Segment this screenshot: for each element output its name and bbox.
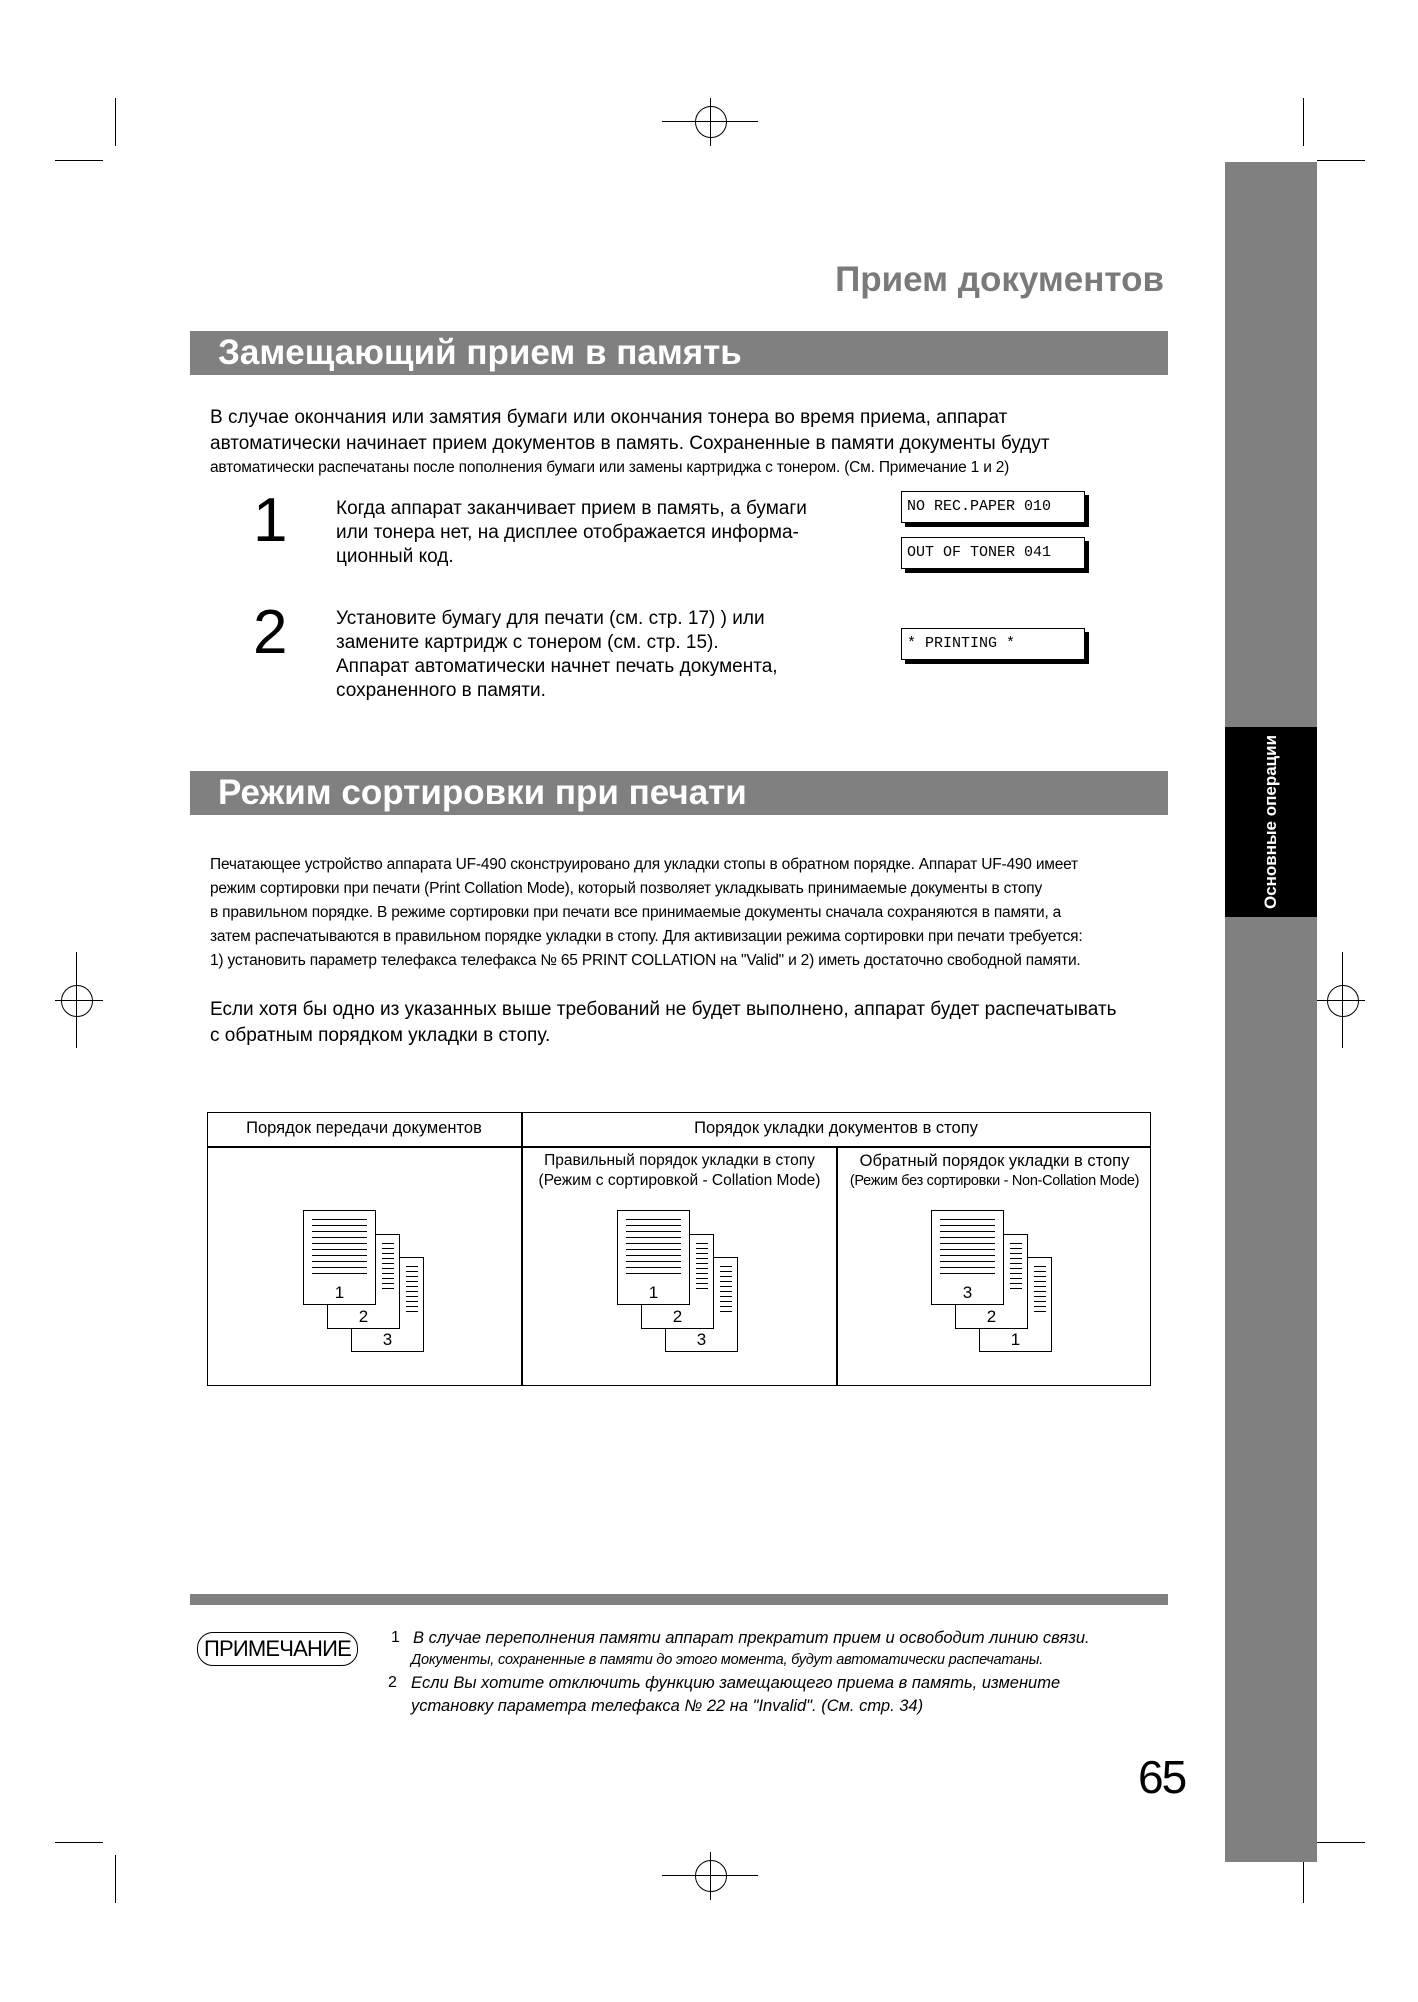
table-subheader: (Режим без сортировки - Non-Collation Mode) [849,1173,1140,1189]
document-page-icon: 1 [303,1210,376,1305]
document-page-icon: 1 [979,1257,1052,1352]
crop-mark [55,1842,103,1843]
lcd-display: NO REC.PAPER 010 [901,491,1085,523]
table-subheader: Обратный порядок укладки в стопу [859,1152,1130,1170]
step-number: 1 [253,486,288,555]
note-text: В случае переполнения памяти аппарат прекратит прием и освободит линию связи. [413,1629,1090,1647]
note-badge: ПРИМЕЧАНИЕ [197,1632,358,1666]
step-text: или тонера нет, на дисплее отображается информа- [336,522,799,543]
paragraph-line: затем распечатываются в правильном порядке укладки в стопу. Для активизации режима сортировки при печати требуется: [210,928,1083,945]
crop-mark [115,98,116,146]
note-text: Документы, сохраненные в памяти до этого момента, будут автоматически распечатаны. [411,1652,1044,1668]
page-title: Прием документов [835,260,1164,299]
document-page-icon: 3 [665,1257,738,1352]
table-subheader: Правильный порядок укладки в стопу [544,1152,815,1169]
registration-mark-icon [695,1860,727,1892]
document-page-icon: 3 [931,1210,1004,1305]
crop-mark [55,160,103,161]
page-number: 65 [1138,1751,1186,1803]
lcd-display: * PRINTING * [901,628,1085,660]
document-page-icon: 3 [351,1257,424,1352]
step-text: замените картридж с тонером (см. стр. 15). [336,632,719,653]
document-page-icon: 1 [617,1210,690,1305]
step-text: Аппарат автоматически начнет печать документа, [336,656,778,677]
document-page-icon: 2 [641,1234,714,1329]
crop-mark [1303,1855,1304,1903]
section-title-print-collation: Режим сортировки при печати [190,771,1168,815]
crop-mark [115,1855,116,1903]
paragraph-line: Если хотя бы одно из указанных выше требований не будет выполнено, аппарат будет распечатывать [210,999,1117,1020]
document-page-icon: 2 [955,1234,1028,1329]
paragraph-line: 1) установить параметр телефакса телефакса № 65 PRINT COLLATION на "Valid" и 2) иметь достаточно свободной памяти. [210,952,1081,969]
step-number: 2 [253,598,288,667]
crop-mark [1303,98,1304,146]
crop-mark [1317,160,1365,161]
lcd-display: OUT OF TONER 041 [901,537,1085,569]
divider [190,1594,1168,1605]
table-header: Порядок передачи документов [246,1119,482,1137]
step-text: Установите бумагу для печати (см. стр. 17) ) или [336,608,765,629]
registration-mark-icon [1327,985,1359,1017]
note-number: 1 [391,1629,400,1646]
step-text: ционный код. [336,546,454,567]
table-header: Порядок укладки документов в стопу [694,1119,978,1137]
note-text: Если Вы хотите отключить функцию замещающего приема в память, измените [411,1674,1061,1692]
intro-line: автоматически начинает прием документов в память. Сохраненные в памяти документы будут [210,433,1050,454]
registration-mark-icon [695,106,727,138]
step-text: сохраненного в памяти. [336,680,546,701]
intro-line: автоматически распечатаны после пополнения бумаги или замены картриджа с тонером. (См. Примечание 1 и 2) [210,459,1010,476]
chapter-tab-label: Основные операции [1261,734,1280,910]
side-bar [1225,162,1317,1862]
document-page-icon: 2 [327,1234,400,1329]
note-number: 2 [388,1674,397,1691]
table-subheader: (Режим с сортировкой - Collation Mode) [538,1172,821,1189]
paragraph-line: режим сортировки при печати (Print Collation Mode), который позволяет укладкывать принимаемые документы в стопу [210,880,1043,897]
paragraph-line: Печатающее устройство аппарата UF-490 сконструировано для укладки стопы в обратном порядке. Аппарат UF-490 имеет [210,856,1078,873]
registration-mark-icon [61,985,93,1017]
paragraph-line: с обратным порядком укладки в стопу. [210,1025,551,1046]
paragraph-line: в правильном порядке. В режиме сортировки при печати все принимаемые документы сначала сохраняются в памяти, а [210,904,1062,921]
intro-line: В случае окончания или замятия бумаги или окончания тонера во время приема, аппарат [210,407,1008,428]
section-title-memory-reception: Замещающий прием в память [190,331,1168,375]
crop-mark [1317,1842,1365,1843]
step-text: Когда аппарат заканчивает прием в память, а бумаги [336,498,807,519]
note-text: установку параметра телефакса № 22 на "Invalid". (См. стр. 34) [411,1697,924,1715]
